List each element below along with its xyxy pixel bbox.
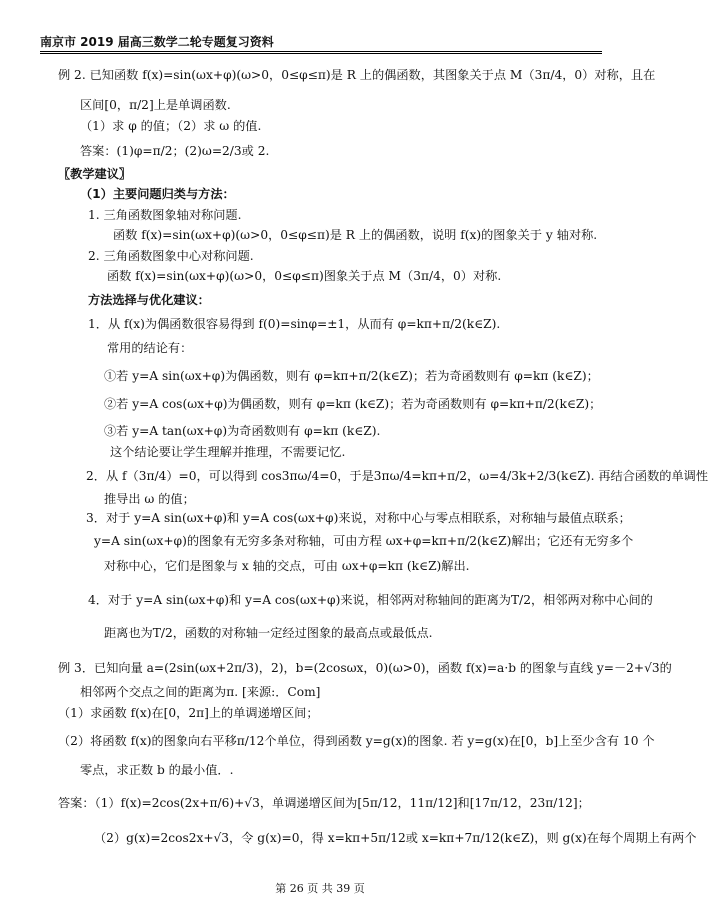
text-line: （1）求 φ 的值；（2）求 ω 的值. [80, 119, 262, 133]
text-line: 对称中心，它们是图象与 x 轴的交点，可由 ωx+φ=kπ (k∈Z)解出. [104, 559, 470, 573]
text-line: 零点，求正数 b 的最小值．. [80, 763, 234, 777]
text-line: ①若 y=A sin(ωx+φ)为偶函数，则有 φ=kπ+π/2(k∈Z)；若为奇函数则有 φ=kπ (k∈Z)； [104, 369, 599, 383]
text-line: 4．对于 y=A sin(ωx+φ)和 y=A cos(ωx+φ)来说，相邻两对称轴间的距离为T/2，相邻两对称中心间的 [88, 593, 653, 607]
header-rule [40, 51, 602, 52]
text-line: 2．从 f（3π/4）=0，可以得到 cos3πω/4=0，于是3πω/4=kπ+π/2，ω=4/3k+2/3(k∈Z). 再结合函数的单调性 [86, 469, 708, 483]
text-line: 1. 三角函数图象轴对称问题. [88, 208, 242, 222]
text-line: 函数 f(x)=sin(ωx+φ)(ω>0，0≤φ≤π)图象关于点 M（3π/4，0）对称. [107, 269, 502, 283]
text-line: 例 2. 已知函数 f(x)=sin(ωx+φ)(ω>0，0≤φ≤π)是 R 上的偶函数，其图象关于点 M（3π/4，0）对称，且在 [58, 68, 656, 82]
text-line: 相邻两个交点之间的距离为π. [来源:．Com] [80, 685, 321, 699]
text-line: ③若 y=A tan(ωx+φ)为奇函数则有 φ=kπ (k∈Z). [104, 424, 381, 438]
text-line: 答案：（1）f(x)=2cos(2x+π/6)+√3，单调递增区间为[5π/12，11π/12]和[17π/12，23π/12]； [58, 796, 590, 810]
page-header: 南京市 2019 届高三数学二轮专题复习资料 [40, 35, 274, 49]
text-line: 1．从 f(x)为偶函数很容易得到 f(0)=sinφ=±1，从而有 φ=kπ+π/2(k∈Z). [88, 317, 501, 331]
text-line: 方法选择与优化建议： [88, 293, 210, 307]
text-line: 2. 三角函数图象中心对称问题. [88, 249, 254, 263]
text-line: （1）主要问题归类与方法： [80, 187, 235, 201]
page-footer: 第 26 页 共 39 页 [275, 882, 365, 895]
text-line: 常用的结论有： [107, 341, 193, 355]
text-line: 答案：(1)φ=π/2；(2)ω=2/3或 2. [80, 144, 270, 158]
text-line: （1）求函数 f(x)在[0，2π]上的单调递增区间； [58, 706, 319, 720]
text-line: y=A sin(ωx+φ)的图象有无穷多条对称轴，可由方程 ωx+φ=kπ+π/2(k∈Z)解出；它还有无穷多个 [94, 534, 634, 548]
text-line: ②若 y=A cos(ωx+φ)为偶函数，则有 φ=kπ (k∈Z)；若为奇函数则有 φ=kπ+π/2(k∈Z)； [104, 397, 602, 411]
text-line: 推导出 ω 的值； [104, 492, 195, 506]
text-line: 这个结论要让学生理解并推理，不需要记忆. [110, 445, 346, 459]
text-line: 例 3．已知向量 a=(2sin(ωx+2π/3)，2)，b=(2cosωx，0)(ω>0)，函数 f(x)=a·b 的图象与直线 y=－2+√3的 [58, 661, 672, 675]
text-line: 距离也为T/2，函数的对称轴一定经过图象的最高点或最低点. [104, 626, 433, 640]
text-line: 3．对于 y=A sin(ωx+φ)和 y=A cos(ωx+φ)来说，对称中心与零点相联系，对称轴与最值点联系； [86, 511, 631, 525]
text-line: 函数 f(x)=sin(ωx+φ)(ω>0，0≤φ≤π)是 R 上的偶函数，说明 f(x)的图象关于 y 轴对称. [113, 228, 598, 242]
header-rule-secondary [40, 53, 602, 54]
text-line: （2）g(x)=2cos2x+√3，令 g(x)=0，得 x=kπ+5π/12或 x=kπ+7π/12(k∈Z)，则 g(x)在每个周期上有两个 [94, 831, 697, 845]
text-line: （2）将函数 f(x)的图象向右平移π/12个单位，得到函数 y=g(x)的图象. 若 y=g(x)在[0，b]上至少含有 10 个 [58, 734, 655, 748]
text-line: 区间[0，π/2]上是单调函数. [80, 98, 231, 112]
text-line: 〖教学建议〗 [58, 167, 132, 181]
